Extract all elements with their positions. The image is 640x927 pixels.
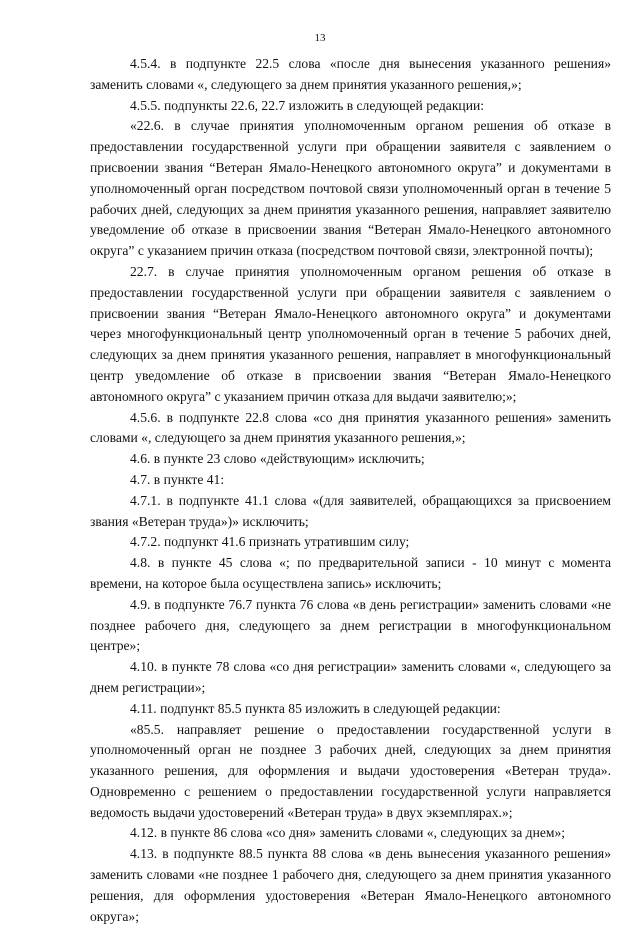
paragraph-4-13: 4.13. в подпункте 88.5 пункта 88 слова «в день вынесения указанного решения» заменить словами «не позднее 1 рабочего дня, следующего за днем принятия указанного решения, для оформления удостоверения «Ветеран Ямало-Ненецкого автономного округа»; bbox=[90, 846, 611, 924]
paragraph-85-5: «85.5. направляет решение о предоставлении государственной услуги в уполномоченный орган не позднее 3 рабочих дней, следующих за днем принятия указанного решения, для оформления и выдачи удостоверения «Ветеран труда». Одновременно с решением о предоставлении государственной услуги направляется ведомость выдачи удостоверений «Ветеран труда» в двух экземплярах.»; bbox=[90, 721, 611, 820]
paragraph-22-7: 22.7. в случае принятия уполномоченным органом решения об отказе в предоставлении государственной услуги при обращении заявителя с заявлением о присвоении звания “Ветеран Ямало-Ненецкого автономного округа” и документами через многофункциональный центр уполномоченный орган в течение 5 рабочих дней, следующих за днем принятия указанного решения, направляет в многофункциональный центр уведомление об отказе в присвоении звания “Ветеран Ямало-Ненецкого автономного округа” с указанием причин отказа для выдачи заявителю;»; bbox=[90, 263, 611, 404]
paragraph-4-6: 4.6. в пункте 23 слово «действующим» исключить; bbox=[130, 451, 425, 467]
paragraph-4-7-1: 4.7.1. в подпункте 41.1 слова «(для заявителей, обращающихся за присвоением звания «Ветеран труда»)» исключить; bbox=[90, 492, 611, 529]
paragraph-4-7: 4.7. в пункте 41: bbox=[130, 471, 225, 487]
paragraph-4-12: 4.12. в пункте 86 слова «со дня» заменить словами «, следующих за днем»; bbox=[130, 825, 566, 841]
paragraph-4-10: 4.10. в пункте 78 слова «со дня регистрации» заменить словами «, следующего за днем регистрации»; bbox=[90, 659, 611, 695]
paragraph-4-9: 4.9. в подпункте 76.7 пункта 76 слова «в день регистрации» заменить словами «не позднее рабочего дня, следующего за днем регистрации в многофункциональном центре»; bbox=[90, 596, 611, 654]
paragraph-4-5-6: 4.5.6. в подпункте 22.8 слова «со дня принятия указанного решения» заменить словами «, следующего за днем принятия указанного решения,»; bbox=[90, 409, 611, 446]
paragraph-4-5-4: 4.5.4. в подпункте 22.5 слова «после дня вынесения указанного решения» заменить словами «, следующего за днем принятия указанного решения,»; bbox=[90, 56, 611, 92]
paragraph-4-7-2: 4.7.2. подпункт 41.6 признать утратившим силу; bbox=[130, 534, 410, 550]
paragraph-22-6: «22.6. в случае принятия уполномоченным органом решения об отказе в предоставлении государственной услуги при обращении заявителя с заявлением о присвоении звания “Ветеран Ямало-Ненецкого автономного округа” и документами в уполномоченный орган посредством почтовой связи уполномоченный орган в течение 5 рабочих дней, следующих за днем принятия указанного решения, направляет заявителю уведомление об отказе в присвоении звания “Ветеран Ямало-Ненецкого автономного округа” с указанием причин отказа (посредством почтовой связи, электронной почты); bbox=[90, 118, 611, 259]
document-body bbox=[90, 54, 611, 927]
paragraph-4-11: 4.11. подпункт 85.5 пункта 85 изложить в следующей редакции: bbox=[130, 700, 501, 716]
page-number: 13 bbox=[314, 32, 326, 44]
paragraph-4-5-5: 4.5.5. подпункты 22.6, 22.7 изложить в следующей редакции: bbox=[130, 97, 485, 113]
paragraph-4-8: 4.8. в пункте 45 слова «; по предварительной записи - 10 минут с момента времени, на которое была осуществлена запись» исключить; bbox=[90, 555, 611, 591]
